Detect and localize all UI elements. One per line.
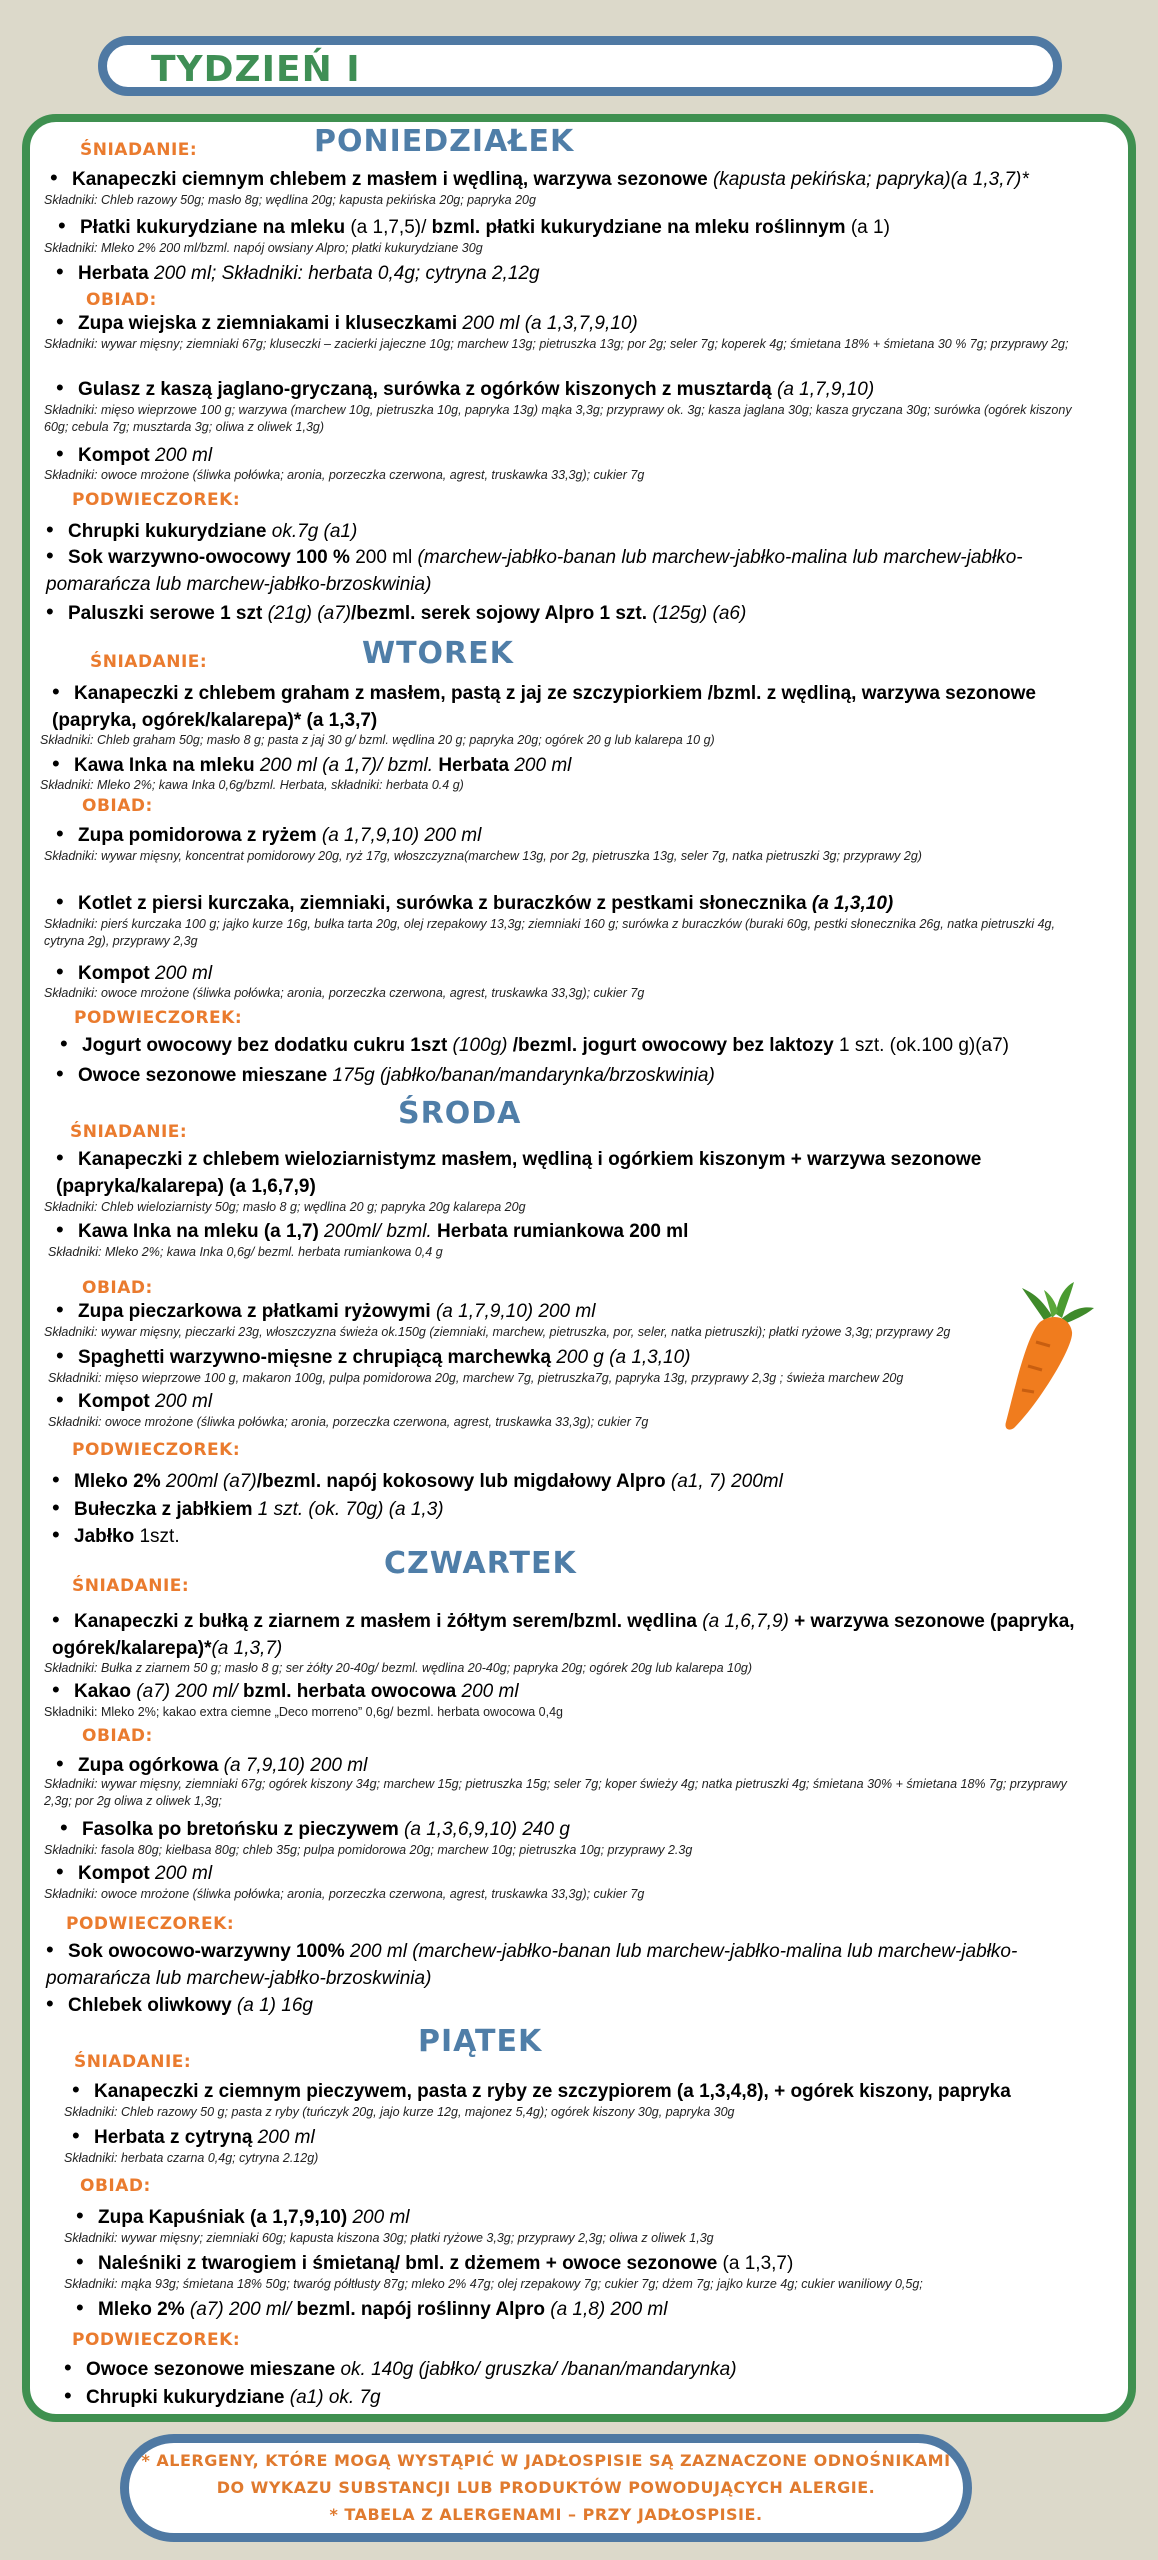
allergen-note-line-3: * TABELA Z ALERGENAMI – PRZY JADŁOSPISIE. [329, 2505, 763, 2524]
fri-dinner-ingredients-1: Składniki: wywar mięsny; ziemniaki 60g; kapusta kiszona 30g; płatki ryżowe 3,3g; przyprawy 2,3g; oliwa z oliwek 1,3g [64, 2231, 714, 2245]
mon-snack-item-3: • Paluszki serowe 1 szt (21g) (a7)/bezml. serek sojowy Alpro 1 szt. (125g) (a6) [46, 599, 747, 624]
thu-breakfast-item-1: • Kanapeczki z bułką z ziarnem z masłem i żółtym serem/bzml. wędlina (a 1,6,7,9) + warzywa sezonowe (papryka, ogórek/kalarepa)*(a 1,3,7) [52, 1607, 1075, 1659]
tue-dinner-item-1: • Zupa pomidorowa z ryżem (a 1,7,9,10) 200 ml [56, 821, 482, 846]
wed-dinner-ingredients-2: Składniki: mięso wieprzowe 100 g, makaron 100g, pulpa pomidorowa 20g, marchew 7g, pietruszka7g, papryka 13g, przyprawy 2,3g ; świeża marchew 20g [48, 1371, 904, 1385]
thu-breakfast-item-2: • Kakao (a7) 200 ml/ bzml. herbata owocowa 200 ml [52, 1677, 519, 1702]
day-title-tue: WTOREK [362, 636, 514, 671]
fri-snack-item-1: • Owoce sezonowe mieszane ok. 140g (jabłko/ gruszka/ /banan/mandarynka) [64, 2355, 737, 2380]
tue-dinner-ingredients-1: Składniki: wywar mięsny, koncentrat pomidorowy 20g, ryż 17g, włoszczyzna(marchew 13g, por 2g, pietruszka 13g, seler 7g, natka pietruszki 3g; przyprawy 2g) [44, 849, 922, 863]
allergen-note-banner [120, 2434, 972, 2542]
thu-dinner-item-1: • Zupa ogórkowa (a 7,9,10) 200 ml [56, 1751, 368, 1776]
fri-breakfast-item-1: • Kanapeczki z ciemnym pieczywem, pasta z ryby ze szczypiorem (a 1,3,4,8), + ogórek kiszony, papryka [72, 2077, 1011, 2102]
wed-dinner-item-3: • Kompot 200 ml [56, 1387, 213, 1412]
wed-breakfast-item-1: • Kanapeczki z chlebem wieloziarnistymz masłem, wędliną i ogórkiem kiszonym + warzywa sezonowe (papryka/kalarepa) (a 1,6,7,9) [56, 1145, 982, 1197]
fri-dinner-item-1: • Zupa Kapuśniak (a 1,7,9,10) 200 ml [76, 2203, 410, 2228]
wed-dinner-ingredients-1: Składniki: wywar mięsny, pieczarki 23g, włoszczyzna świeża ok.150g (ziemniaki, marchew, pietruszka, por, seler, natka pietruszki); płatki ryżowe 3,3g; przyprawy 2g [44, 1325, 951, 1339]
allergen-note-line-2: DO WYKAZU SUBSTANCJI LUB PRODUKTÓW POWODUJĄCYCH ALERGIE. [216, 2478, 876, 2497]
thu-breakfast-ingredients-1: Składniki: Bułka z ziarnem 50 g; masło 8 g; ser żółty 20-40g/ bezml. wędlina 20-40g; papryka 20g; ogórek 20g lub kalarepa 10g) [44, 1661, 753, 1675]
wed-breakfast-item-2: • Kawa Inka na mleku (a 1,7) 200ml/ bzml. Herbata rumiankowa 200 ml [56, 1217, 689, 1242]
mon-dinner-ingredients-2: Składniki: mięso wieprzowe 100 g; warzywa (marchew 10g, pietruszka 10g, papryka 13g) mąka 3,3g; przyprawy ok. 3g; kasza jaglana 30g; kasza gryczana 30g; surówka (ogórek kiszony 60g; cebula 7g; musztarda 3g; oliwa z oliwek 1,3g) [44, 403, 1072, 434]
tue-dinner-item-3: • Kompot 200 ml [56, 959, 213, 984]
meal-snack-mon: PODWIECZOREK: [72, 490, 241, 510]
tue-snack-item-2: • Owoce sezonowe mieszane 175g (jabłko/banan/mandarynka/brzoskwinia) [56, 1061, 715, 1086]
wed-dinner-ingredients-3: Składniki: owoce mrożone (śliwka połówka; aronia, porzeczka czerwona, agrest, truskawka 33,3g); cukier 7g [48, 1415, 649, 1429]
meal-dinner-mon: OBIAD: [86, 290, 157, 310]
tue-dinner-item-2: • Kotlet z piersi kurczaka, ziemniaki, surówka z buraczków z pestkami słonecznika (a 1,3,10) [56, 889, 894, 914]
tue-breakfast-ingredients-2: Składniki: Mleko 2%; kawa Inka 0,6g/bzml. Herbata, składniki: herbata 0.4 g) [40, 778, 464, 792]
mon-breakfast-item-3: • Herbata 200 ml; Składniki: herbata 0,4g; cytryna 2,12g [56, 259, 540, 284]
mon-snack-item-1: • Chrupki kukurydziane ok.7g (a1) [46, 517, 358, 542]
mon-dinner-item-2: • Gulasz z kaszą jaglano-gryczaną, surówka z ogórków kiszonych z musztardą (a 1,7,9,10) [56, 375, 875, 400]
thu-dinner-item-2: • Fasolka po bretońsku z pieczywem (a 1,3,6,9,10) 240 g [60, 1815, 570, 1840]
tue-breakfast-item-1: • Kanapeczki z chlebem graham z masłem, pastą z jaj ze szczypiorkiem /bzml. z wędliną, warzywa sezonowe (papryka, ogórek/kalarepa)* (a 1,3,7) [52, 679, 1036, 731]
tue-breakfast-item-2: • Kawa Inka na mleku 200 ml (a 1,7)/ bzml. Herbata 200 ml [52, 751, 572, 776]
wed-snack-item-3: • Jabłko 1szt. [52, 1522, 180, 1547]
thu-dinner-ingredients-3: Składniki: owoce mrożone (śliwka połówka; aronia, porzeczka czerwona, agrest, truskawka 33,3g); cukier 7g [44, 1887, 645, 1901]
thu-dinner-ingredients-2: Składniki: fasola 80g; kiełbasa 80g; chleb 35g; pulpa pomidorowa 20g; marchew 10g; pietruszka 10g; przyprawy 2.3g [44, 1843, 693, 1857]
mon-dinner-item-1: • Zupa wiejska z ziemniakami i kluseczkami 200 ml (a 1,3,7,9,10) [56, 309, 638, 334]
mon-breakfast-item-1: • Kanapeczki ciemnym chlebem z masłem i wędliną, warzywa sezonowe (kapusta pekińska; papryka)(a 1,3,7)* [50, 165, 1029, 190]
meal-dinner-thu: OBIAD: [82, 1726, 153, 1746]
mon-dinner-ingredients-1: Składniki: wywar mięsny; ziemniaki 67g; kluseczki – zacierki jajeczne 10g; marchew 13g; pietruszka 13g; por 2g; seler 7g; koperek 4g; śmietana 18% + śmietana 30 % 7g; przyprawy 2g; [44, 337, 1069, 351]
wed-snack-item-2: • Bułeczka z jabłkiem 1 szt. (ok. 70g) (a 1,3) [52, 1495, 444, 1520]
day-title-mon: PONIEDZIAŁEK [314, 124, 575, 159]
meal-dinner-tue: OBIAD: [82, 796, 153, 816]
thu-dinner-item-3: • Kompot 200 ml [56, 1859, 213, 1884]
meal-breakfast-thu: ŚNIADANIE: [72, 1576, 190, 1596]
meal-snack-fri: PODWIECZOREK: [72, 2330, 241, 2350]
mon-dinner-ingredients-3: Składniki: owoce mrożone (śliwka połówka; aronia, porzeczka czerwona, agrest, truskawka 33,3g); cukier 7g [44, 468, 645, 482]
allergen-note-line-1: * ALERGENY, KTÓRE MOGĄ WYSTĄPIĆ W JADŁOSPISIE SĄ ZAZNACZONE ODNOŚNIKAMI [141, 2451, 951, 2470]
meal-breakfast-fri: ŚNIADANIE: [74, 2052, 192, 2072]
meal-dinner-fri: OBIAD: [80, 2176, 151, 2196]
day-title-wed: ŚRODA [398, 1096, 522, 1131]
meal-snack-tue: PODWIECZOREK: [74, 1008, 243, 1028]
thu-dinner-ingredients-1: Składniki: wywar mięsny, ziemniaki 67g; ogórek kiszony 34g; marchew 15g; pietruszka 15g; seler 7g; koper świeży 4g; natka pietruszki 4g; śmietana 30% + śmietana 18% 7g; przyprawy 2,3g; por 2g oliwa z oliwek 1,3g; [44, 1777, 1067, 1808]
mon-breakfast-ingredients-2: Składniki: Mleko 2% 200 ml/bzml. napój owsiany Alpro; płatki kukurydziane 30g [44, 241, 483, 255]
thu-breakfast-ingredients-2: Składniki: Mleko 2%; kakao extra ciemne „Deco morreno” 0,6g/ bezml. herbata owocowa 0,4g [44, 1705, 564, 1719]
wed-snack-item-1: • Mleko 2% 200ml (a7)/bezml. napój kokosowy lub migdałowy Alpro (a1, 7) 200ml [52, 1467, 783, 1492]
day-title-thu: CZWARTEK [384, 1546, 577, 1581]
meal-snack-thu: PODWIECZOREK: [66, 1914, 235, 1934]
carrot-icon [1000, 1282, 1096, 1432]
thu-snack-item-2: • Chlebek oliwkowy (a 1) 16g [46, 1991, 313, 2016]
day-title-fri: PIĄTEK [418, 2024, 543, 2059]
tue-breakfast-ingredients-1: Składniki: Chleb graham 50g; masło 8 g; pasta z jaj 30 g/ bzml. wędlina 20 g; papryka 20g; ogórek 20 g lub kalarepa 10 g) [40, 733, 715, 747]
tue-dinner-ingredients-3: Składniki: owoce mrożone (śliwka połówka; aronia, porzeczka czerwona, agrest, truskawka 33,3g); cukier 7g [44, 986, 645, 1000]
tue-snack-item-1: • Jogurt owocowy bez dodatku cukru 1szt (100g) /bezml. jogurt owocowy bez laktozy 1 szt. (ok.100 g)(a7) [60, 1031, 1009, 1056]
tue-dinner-ingredients-2: Składniki: pierś kurczaka 100 g; jajko kurze 16g, bułka tarta 20g, olej rzepakowy 13,3g; ziemniaki 160 g; surówka z buraczków (buraki 60g, pestki słonecznika 26g, natka pietruszki 4g, cytryna 2g), przyprawy 2,3g [44, 917, 1055, 948]
fri-dinner-ingredients-2: Składniki: mąka 93g; śmietana 18% 50g; twaróg półtłusty 87g; mleko 2% 47g; olej rzepakowy 7g; cukier 7g; dżem 7g; jajko kurze 4g; cukier waniliowy 0,5g; [64, 2277, 923, 2291]
meal-breakfast-tue: ŚNIADANIE: [90, 652, 208, 672]
meal-snack-wed: PODWIECZOREK: [72, 1440, 241, 1460]
fri-breakfast-ingredients-1: Składniki: Chleb razowy 50 g; pasta z ryby (tuńczyk 20g, jajo kurze 12g, majonez 5,4g); ogórek kiszony 30g, papryka 30g [64, 2105, 735, 2119]
mon-dinner-item-3: • Kompot 200 ml [56, 441, 213, 466]
fri-snack-item-2: • Chrupki kukurydziane (a1) ok. 7g [64, 2383, 381, 2408]
meal-breakfast-wed: ŚNIADANIE: [70, 1122, 188, 1142]
wed-breakfast-ingredients-2: Składniki: Mleko 2%; kawa Inka 0,6g/ bezml. herbata rumiankowa 0,4 g [48, 1245, 443, 1259]
meal-dinner-wed: OBIAD: [82, 1278, 153, 1298]
wed-breakfast-ingredients-1: Składniki: Chleb wieloziarnisty 50g; masło 8 g; wędlina 20 g; papryka 20g kalarepa 20g [44, 1200, 526, 1214]
fri-dinner-item-2: • Naleśniki z twarogiem i śmietaną/ bml. z dżemem + owoce sezonowe (a 1,3,7) [76, 2249, 794, 2274]
week-title: TYDZIEŃ I [151, 49, 361, 90]
mon-breakfast-ingredients-1: Składniki: Chleb razowy 50g; masło 8g; wędlina 20g; kapusta pekińska 20g; papryka 20g [44, 193, 536, 207]
wed-dinner-item-2: • Spaghetti warzywno-mięsne z chrupiącą marchewką 200 g (a 1,3,10) [56, 1343, 691, 1368]
fri-breakfast-ingredients-2: Składniki: herbata czarna 0,4g; cytryna 2.12g) [64, 2151, 319, 2165]
mon-breakfast-item-2: • Płatki kukurydziane na mleku (a 1,7,5)/ bzml. płatki kukurydziane na mleku roślinnym (a 1) [58, 213, 890, 238]
fri-dinner-item-3: • Mleko 2% (a7) 200 ml/ bezml. napój roślinny Alpro (a 1,8) 200 ml [76, 2295, 668, 2320]
week-title-banner [98, 36, 1062, 96]
fri-breakfast-item-2: • Herbata z cytryną 200 ml [72, 2123, 315, 2148]
meal-breakfast-mon: ŚNIADANIE: [80, 140, 198, 160]
mon-snack-item-2: • Sok warzywno-owocowy 100 % 200 ml (marchew-jabłko-banan lub marchew-jabłko-malina lub marchew-jabłko-pomarańcza lub marchew-jabłko-brzoskwinia) [46, 543, 1023, 595]
thu-snack-item-1: • Sok owocowo-warzywny 100% 200 ml (marchew-jabłko-banan lub marchew-jabłko-malina lub marchew-jabłko-pomarańcza lub marchew-jabłko-brzoskwinia) [46, 1937, 1018, 1989]
wed-dinner-item-1: • Zupa pieczarkowa z płatkami ryżowymi (a 1,7,9,10) 200 ml [56, 1297, 596, 1322]
